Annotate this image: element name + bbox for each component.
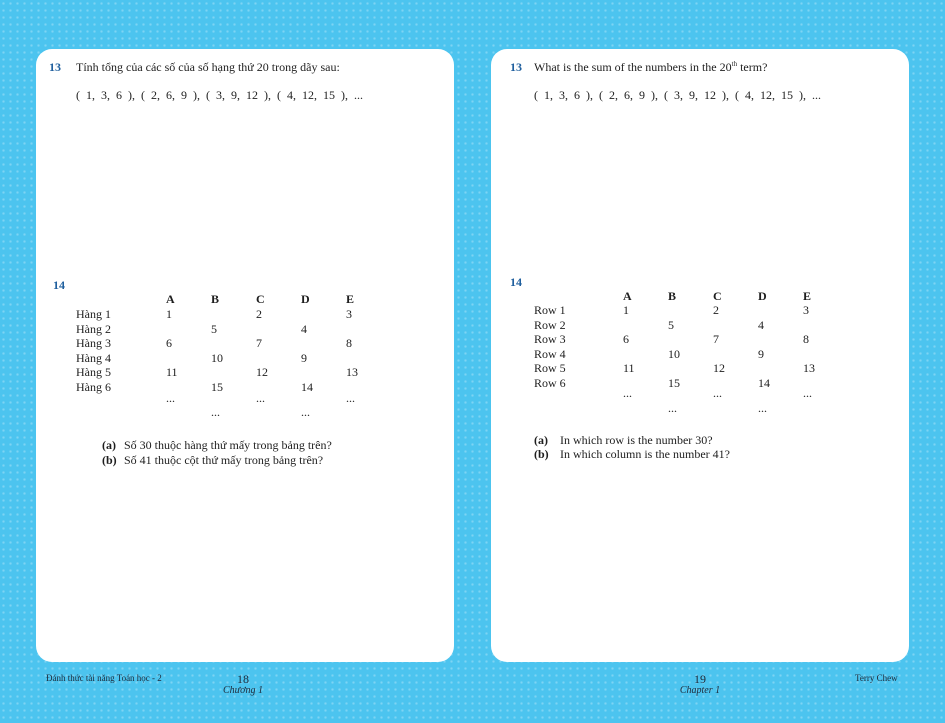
continuation-ellipsis: ... [623,386,632,400]
table-cell: 4 [758,317,764,332]
column-header: A [623,289,632,303]
row-label: Row 1 [534,303,566,317]
table-cell: 7 [256,336,262,351]
table-cell: 12 [713,361,725,375]
part-b-text: Số 41 thuộc cột thứ mấy trong bảng trên? [124,453,324,467]
question-13-sequence: ( 1, 3, 6 ), ( 2, 6, 9 ), ( 3, 9, 12 ), ( 4, 12, 15 ), ... [76,88,363,102]
table-cell: 14 [301,380,313,394]
table-cell: 11 [166,365,178,380]
left-page [36,49,454,662]
table-cell: 8 [346,336,352,351]
row-label: Hàng 6 [76,380,111,394]
continuation-ellipsis: ... [713,386,722,400]
right-page [491,49,909,662]
chapter-label-left: Chương 1 [223,685,263,696]
table-cell: 5 [211,321,217,336]
continuation-ellipsis: ... [803,386,812,400]
chapter-label-right: Chapter 1 [679,685,721,696]
row-label: Hàng 5 [76,365,111,380]
continuation-ellipsis: ... [301,405,310,420]
row-label: Row 3 [534,332,566,346]
table-cell: 5 [668,317,674,332]
table-cell: 3 [346,307,352,321]
column-header: C [713,289,722,303]
table-cell: 11 [623,361,635,375]
row-label: Hàng 3 [76,336,111,351]
table-cell: 14 [758,375,770,390]
part-a-text: In which row is the number 30? [560,433,713,447]
table-cell: 7 [713,332,719,346]
row-label: Row 6 [534,375,566,390]
row-label: Row 4 [534,346,566,361]
question-13-text-end: term? [737,60,768,74]
part-a-label: (a) [534,433,548,447]
continuation-ellipsis: ... [758,400,767,415]
table-cell: 15 [668,375,680,390]
column-header: B [668,289,677,303]
column-header: E [346,292,355,306]
question-13-sequence: ( 1, 3, 6 ), ( 2, 6, 9 ), ( 3, 9, 12 ), ( 4, 12, 15 ), ... [534,88,821,102]
row-label: Hàng 4 [76,350,111,365]
table-cell: 2 [713,303,719,317]
author-footer: Terry Chew [855,673,898,683]
question-14-part-a [534,433,713,448]
continuation-ellipsis: ... [346,390,355,405]
question-14-number: 14 [53,278,65,292]
table-cell: 2 [256,307,262,321]
part-b-label: (b) [102,453,117,467]
question-14-number: 14 [510,275,522,289]
table-cell: 12 [256,365,268,380]
row-label: Hàng 2 [76,321,111,336]
question-13-text-main: What is the sum of the numbers in the 20 [534,60,732,74]
question-14-part-b [102,453,323,468]
table-cell: 1 [166,307,172,321]
question-14-part-b [534,447,730,462]
column-header: D [758,289,767,303]
table-cell: 13 [803,361,815,375]
column-header: C [256,292,265,306]
part-a-label: (a) [102,438,116,452]
column-header: A [166,292,175,306]
table-cell: 10 [668,346,680,361]
column-header: D [301,292,310,306]
table-cell: 9 [301,350,307,365]
part-a-text: Số 30 thuộc hàng thứ mấy trong bảng trên? [124,438,332,452]
table-cell: 6 [166,336,172,351]
page-number-left: 18 [237,672,249,686]
table-cell: 6 [623,332,629,346]
row-label: Hàng 1 [76,307,111,321]
question-13-number: 13 [510,60,522,74]
continuation-ellipsis: ... [211,405,220,420]
table-cell: 10 [211,350,223,365]
table-cell: 1 [623,303,629,317]
page-number-right: 19 [694,672,706,686]
table-cell: 8 [803,332,809,346]
table-cell: 3 [803,303,809,317]
question-13-text [534,60,767,75]
column-header: B [211,292,220,306]
continuation-ellipsis: ... [256,390,265,405]
table-cell: 13 [346,365,358,380]
book-title-footer: Đánh thức tài năng Toán học - 2 [46,673,162,683]
continuation-ellipsis: ... [668,400,677,415]
part-b-label: (b) [534,447,549,461]
ordinal-suffix: th [731,60,738,68]
row-label: Row 2 [534,317,566,332]
table-cell: 4 [301,321,307,336]
part-b-text: In which column is the number 41? [560,447,730,461]
continuation-ellipsis: ... [166,390,175,405]
question-13-number: 13 [49,60,61,74]
table-cell: 9 [758,346,764,361]
question-14-part-a [102,438,332,453]
question-13-text: Tính tổng của các số của số hạng thứ 20 trong dãy sau: [76,60,340,74]
column-header: E [803,289,812,303]
table-cell: 15 [211,380,223,394]
row-label: Row 5 [534,361,566,375]
